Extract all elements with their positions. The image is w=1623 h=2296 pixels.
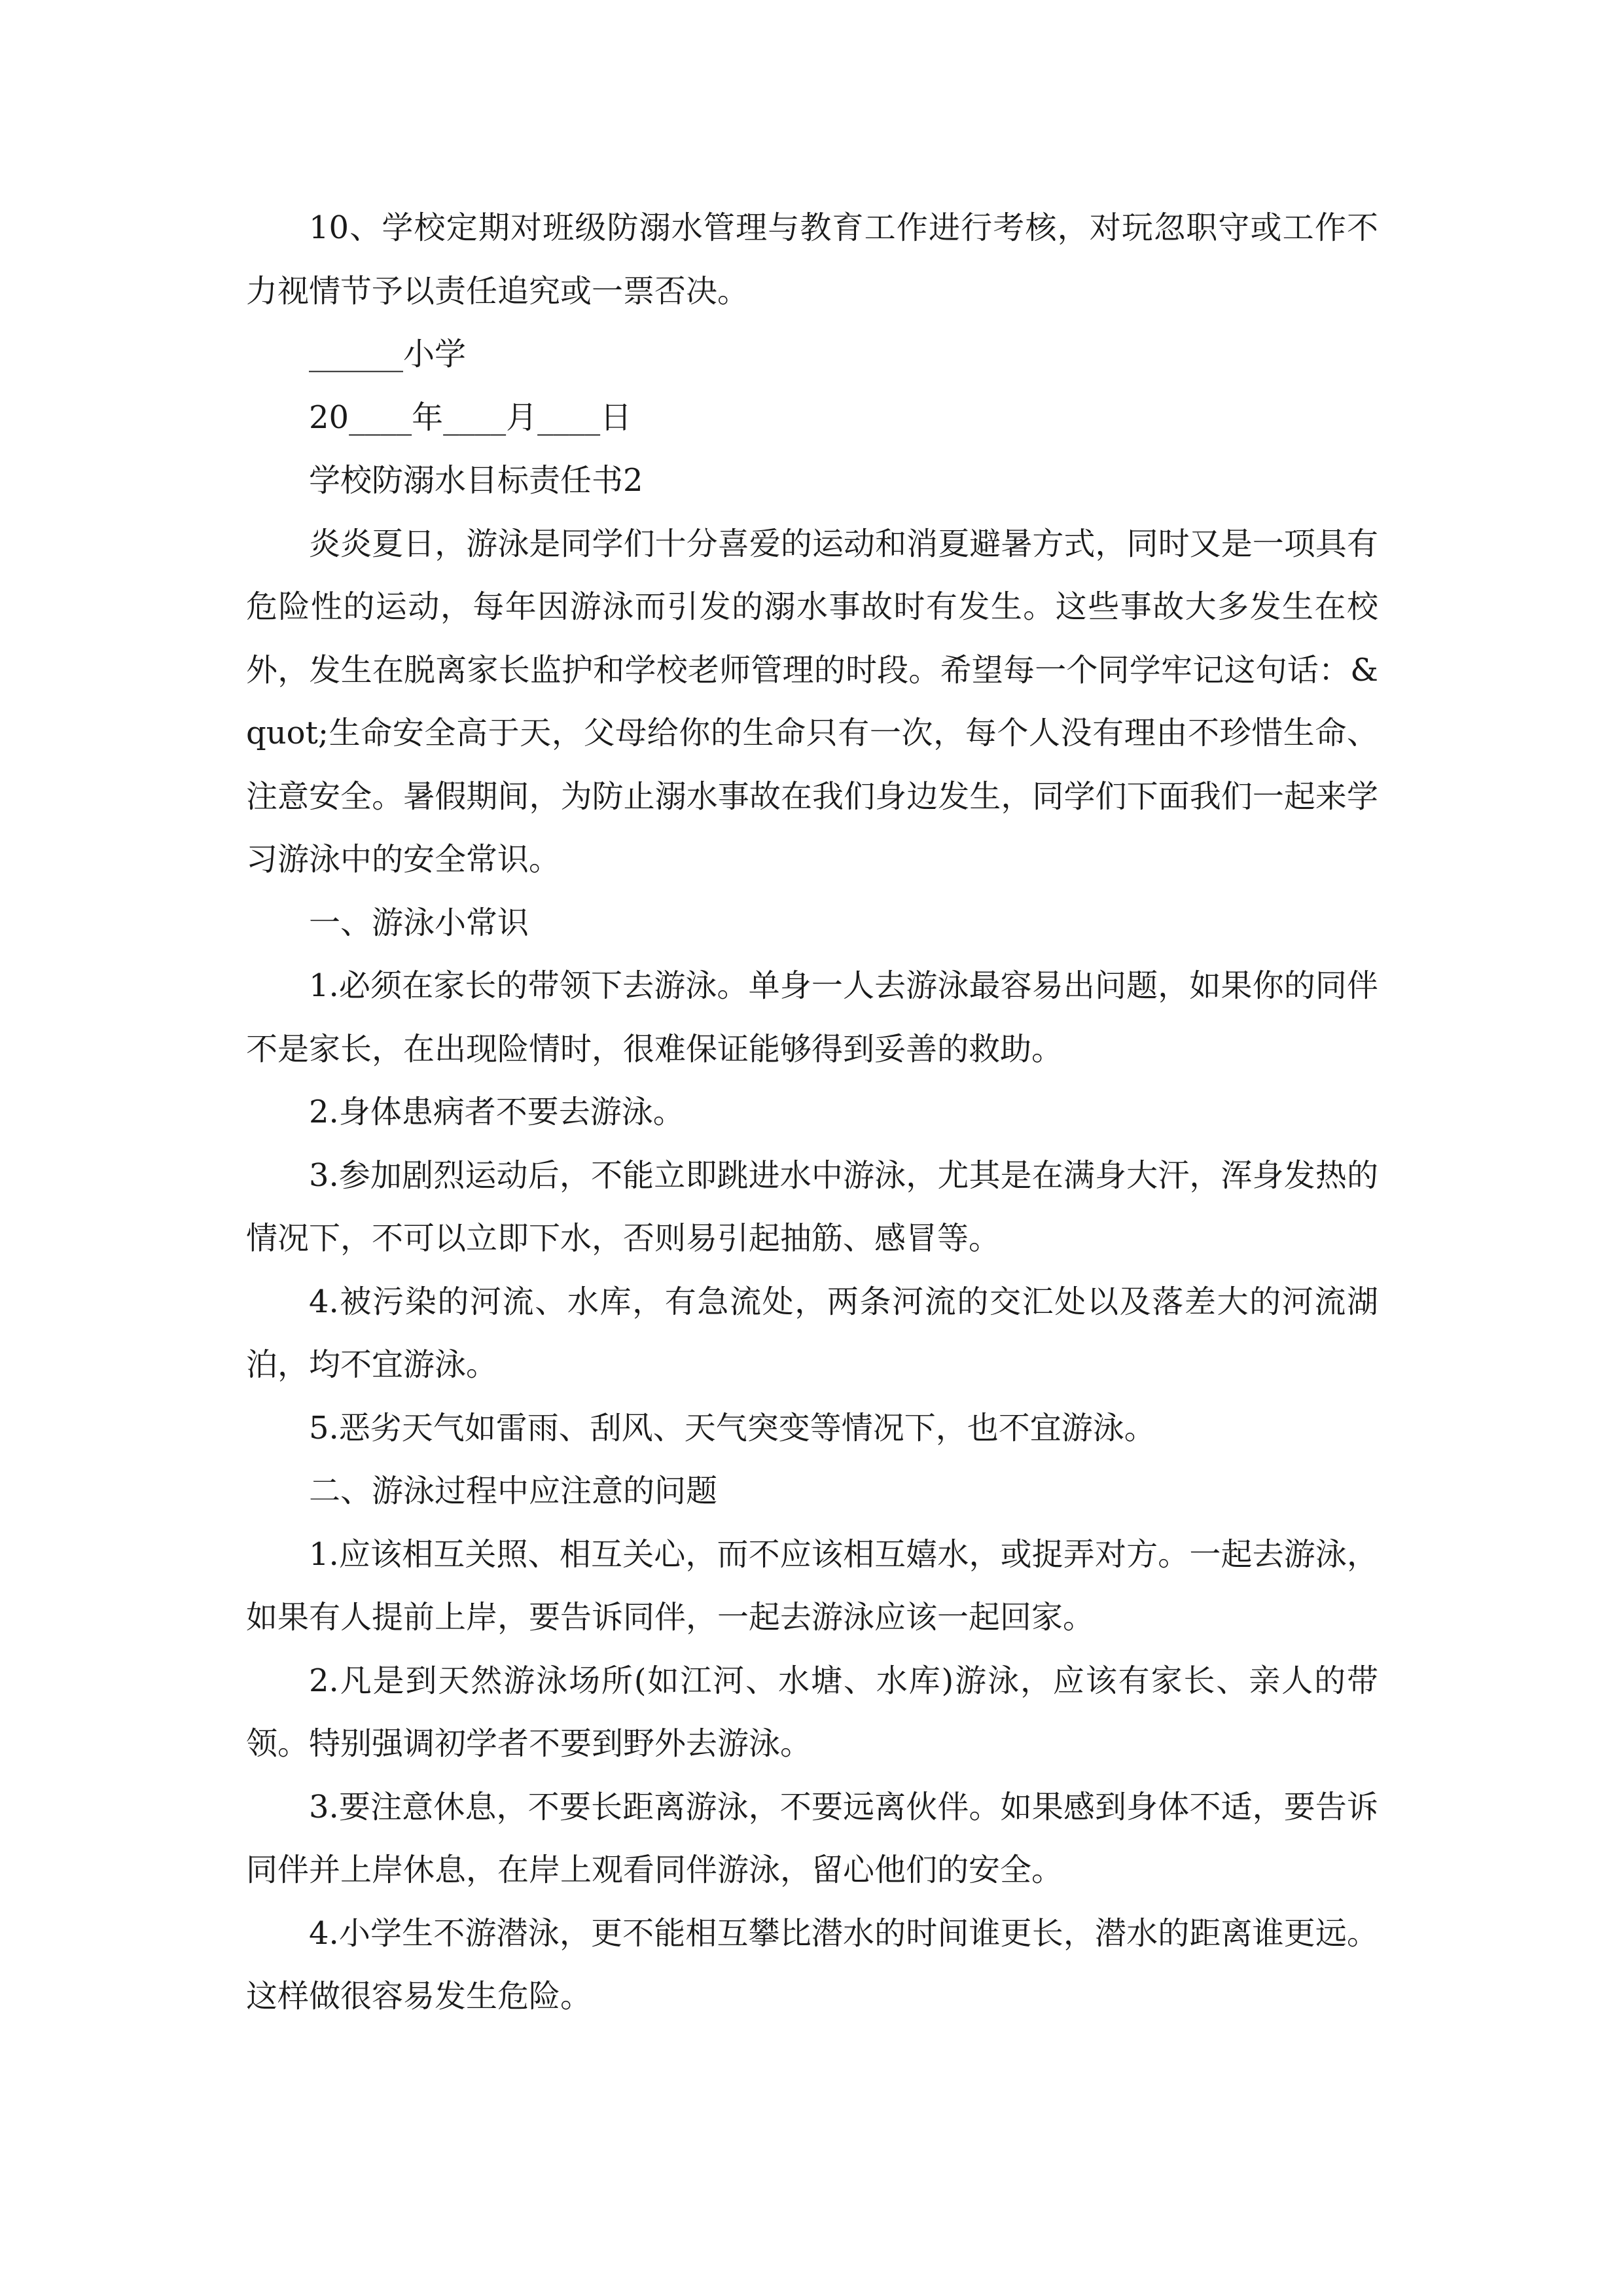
section-heading-1: 一、游泳小常识 — [309, 904, 529, 941]
section2-item-4: 4.小学生不游潜泳，更不能相互攀比潜水的时间谁更长，潜水的距离谁更远。这样做很容易发生危险。 — [246, 1914, 1378, 2015]
paragraph-item-10: 10、学校定期对班级防溺水管理与教育工作进行考核，对玩忽职守或工作不力视情节予以责任追究或一票否决。 — [246, 209, 1378, 310]
date-line: 20____年____月____日 — [309, 399, 632, 436]
section2-item-2: 2.凡是到天然游泳场所(如江河、水塘、水库)游泳，应该有家长、亲人的带领。特别强调初学者不要到野外去游泳。 — [246, 1662, 1378, 1762]
section1-item-5: 5.恶劣天气如雷雨、刮风、天气突变等情况下，也不宜游泳。 — [309, 1409, 1156, 1446]
section-heading-2: 二、游泳过程中应注意的问题 — [309, 1473, 718, 1509]
section2-item-1: 1.应该相互关照、相互关心，而不应该相互嬉水，或捉弄对方。一起去游泳，如果有人提前上岸，要告诉同伴，一起去游泳应该一起回家。 — [246, 1535, 1378, 1636]
section2-item-3: 3.要注意休息，不要长距离游泳，不要远离伙伴。如果感到身体不适，要告诉同伴并上岸休息，在岸上观看同伴游泳，留心他们的安全。 — [246, 1788, 1378, 1888]
school-signature: ______小学 — [309, 336, 467, 372]
section1-item-2: 2.身体患病者不要去游泳。 — [309, 1094, 685, 1130]
intro-paragraph: 炎炎夏日，游泳是同学们十分喜爱的运动和消夏避暑方式，同时又是一项具有危险性的运动，每年因游泳而引发的溺水事故时有发生。这些事故大多发生在校外，发生在脱离家长监护和学校老师管理的时段。希望每一个同学牢记这句话：&quot;生命安全高于天，父母给你的生命只有一次，每个人没有理由不珍惜生命、注意安全。暑假期间，为防止溺水事故在我们身边发生，同学们下面我们一起来学习游泳中的安全常识。 — [246, 525, 1378, 878]
section1-item-4: 4.被污染的河流、水库，有急流处，两条河流的交汇处以及落差大的河流湖泊，均不宜游泳。 — [246, 1283, 1378, 1383]
section1-item-1: 1.必须在家长的带领下去游泳。单身一人去游泳最容易出问题，如果你的同伴不是家长，在出现险情时，很难保证能够得到妥善的救助。 — [246, 967, 1378, 1067]
document-title: 学校防溺水目标责任书2 — [309, 462, 643, 499]
document-page — [246, 196, 1378, 2028]
section1-item-3: 3.参加剧烈运动后，不能立即跳进水中游泳，尤其是在满身大汗，浑身发热的情况下，不可以立即下水，否则易引起抽筋、感冒等。 — [246, 1157, 1378, 1257]
